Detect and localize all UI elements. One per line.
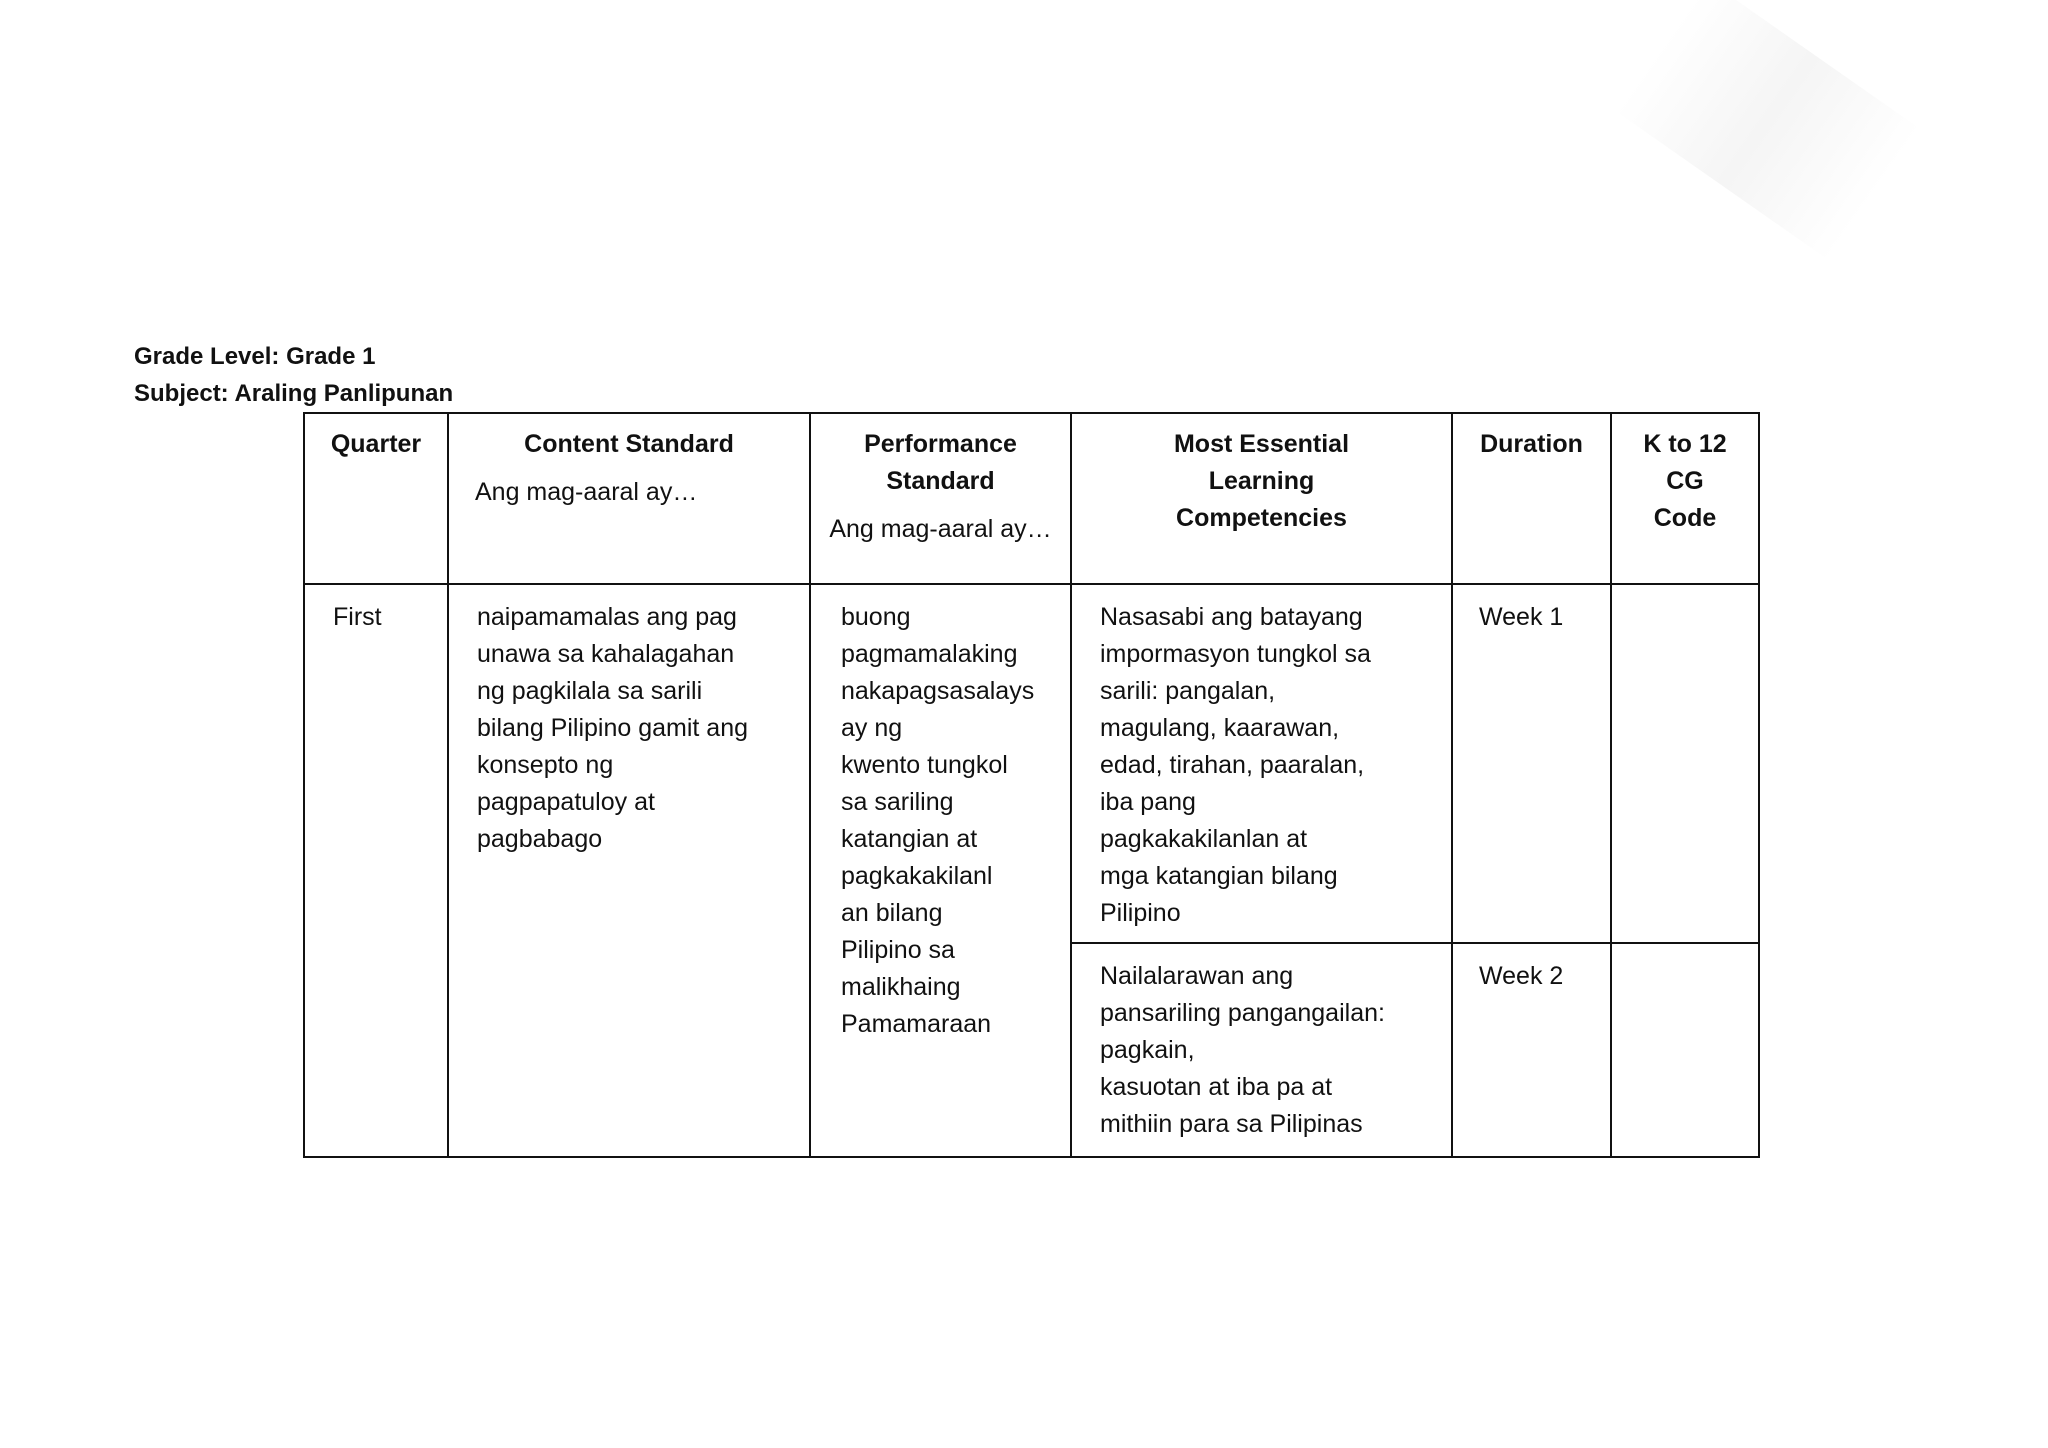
column-header-performance-standard: Performance Standard Ang mag-aaral ay… [810,413,1071,584]
column-header-cg-code: K to 12 CG Code [1611,413,1759,584]
content-standard-subheader: Ang mag-aaral ay… [475,478,698,506]
cg-code-cell-week-2 [1611,943,1759,1157]
duration-cell-week-1: Week 1 [1452,584,1611,943]
duration-cell-week-2: Week 2 [1452,943,1611,1157]
performance-standard-subheader: Ang mag-aaral ay… [829,515,1052,543]
content-standard-cell: naipamamalas ang pag unawa sa kahalagahan ng pagkilala sa sarili bilang Pilipino gamit ang konsepto ng pagpapatuloy at pagbabago [448,584,810,1157]
competency-cell-week-2: Nailalarawan ang pansariling pangangailan: pagkain, kasuotan at iba pa at mithiin para sa Pilipinas [1071,943,1452,1157]
column-header-content-standard: Content Standard Ang mag-aaral ay… [448,413,810,584]
table-header-row [304,413,1759,584]
column-header-duration: Duration [1452,413,1611,584]
competency-cell-week-1: Nasasabi ang batayang impormasyon tungkol sa sarili: pangalan, magulang, kaarawan, edad, tirahan, paaralan, iba pang pagkakakilanlan at mga katangian bilang Pilipino [1071,584,1452,943]
column-header-competencies: Most Essential Learning Competencies [1071,413,1452,584]
column-header-quarter: Quarter [304,413,448,584]
document-header [134,338,453,412]
table-row [304,584,1759,943]
cg-code-cell-week-1 [1611,584,1759,943]
grade-level-label: Grade Level: Grade 1 [134,343,376,370]
curriculum-table [303,412,1760,1158]
quarter-cell: First [304,584,448,1157]
subject-label: Subject: Araling Panlipunan [134,380,454,407]
performance-standard-cell: buong pagmamalaking nakapagsasalays ay ng kwento tungkol sa sariling katangian at pagkakakilanl an bilang Pilipino sa malikhaing Pamamaraan [810,584,1071,1157]
faint-watermark [1616,0,1921,260]
